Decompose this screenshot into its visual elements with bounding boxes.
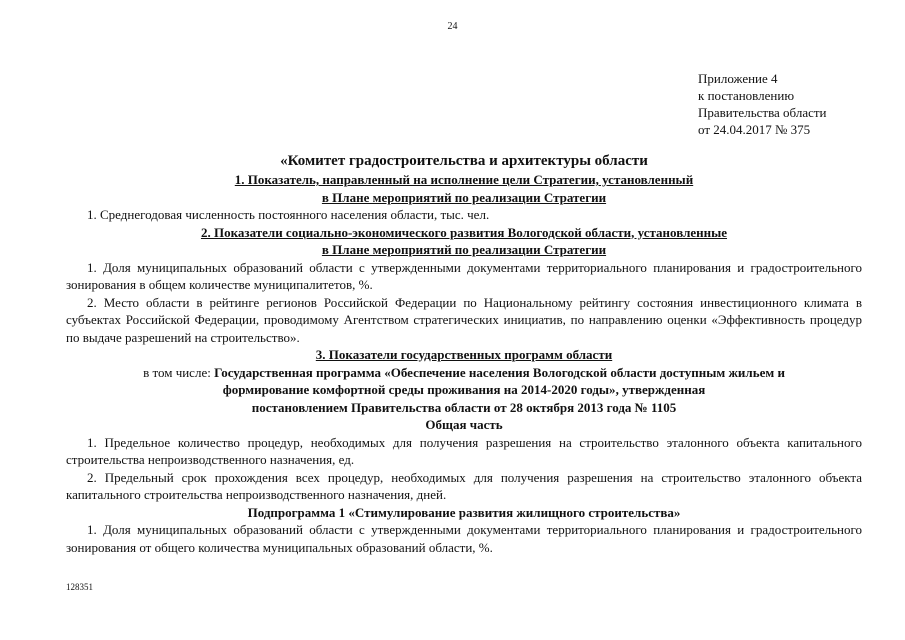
program-title-line xyxy=(66,364,862,382)
program-prefix: в том числе: xyxy=(143,364,215,380)
indicator-item: 1. Доля муниципальных образований области с утвержденными документами территориального планирования и градостроительного зонирования в общем количестве муниципалитетов, %. xyxy=(66,259,862,292)
appendix-line: Приложение 4 xyxy=(698,71,778,86)
subprogram-heading: Подпрограмма 1 «Стимулирование развития жилищного строительства» xyxy=(247,504,681,520)
indicator-item: 1. Среднегодовая численность постоянного населения области, тыс. чел. xyxy=(87,207,490,222)
appendix-block xyxy=(698,70,827,138)
section-1-heading: в Плане мероприятий по реализации Стратегии xyxy=(321,189,607,205)
appendix-line: от 24.04.2017 № 375 xyxy=(698,122,811,137)
section-1-heading: 1. Показатель, направленный на исполнение цели Стратегии, установленный xyxy=(234,172,694,187)
program-decree: постановлением Правительства области от 28 октября 2013 года № 1105 xyxy=(251,399,677,415)
indicator-item: 1. Доля муниципальных образований области с утвержденными документами территориального планирования и градостроительного зонирования от общего количества муниципальных образований области, %. xyxy=(66,522,862,555)
appendix-line: Правительства области xyxy=(698,105,827,120)
general-part-heading: Общая часть xyxy=(425,417,503,432)
indicator-item: 1. Предельное количество процедур, необходимых для получения разрешения на строительство эталонного объекта капитального строительства непроизводственного назначения, ед. xyxy=(66,434,862,467)
appendix-line: к постановлению xyxy=(698,88,795,103)
program-title-suffix: , утвержденная xyxy=(615,382,706,397)
indicator-item: 2. Место области в рейтинге регионов Российской Федерации по Национальному рейтингу состояния инвестиционного климата в субъектах Российской Федерации, проводимому Агентством стратегических инициатив, по направлению оценки «Эффективность процедур по выдаче разрешений на строительство». xyxy=(66,294,862,345)
document-title: «Комитет градостроительства и архитектуры области xyxy=(280,153,648,169)
section-2-heading: в Плане мероприятий по реализации Стратегии xyxy=(321,242,607,257)
section-2-heading: 2. Показатели социально-экономического развития Вологодской области, установленные xyxy=(200,224,728,240)
section-3-heading: 3. Показатели государственных программ области xyxy=(315,347,613,362)
document-code: 128351 xyxy=(66,582,93,592)
program-title: Государственная программа «Обеспечение населения Вологодской области доступным жильем и xyxy=(214,364,785,380)
program-title-line xyxy=(66,381,862,399)
page-number: 24 xyxy=(447,21,458,32)
document-body xyxy=(66,152,862,556)
indicator-item: 2. Предельный срок прохождения всех процедур, необходимых для получения разрешения на строительство эталонного объекта капитального строительства непроизводственного назначения, дней. xyxy=(66,469,862,502)
program-title: формирование комфортной среды проживания на 2014-2020 годы» xyxy=(222,382,616,397)
